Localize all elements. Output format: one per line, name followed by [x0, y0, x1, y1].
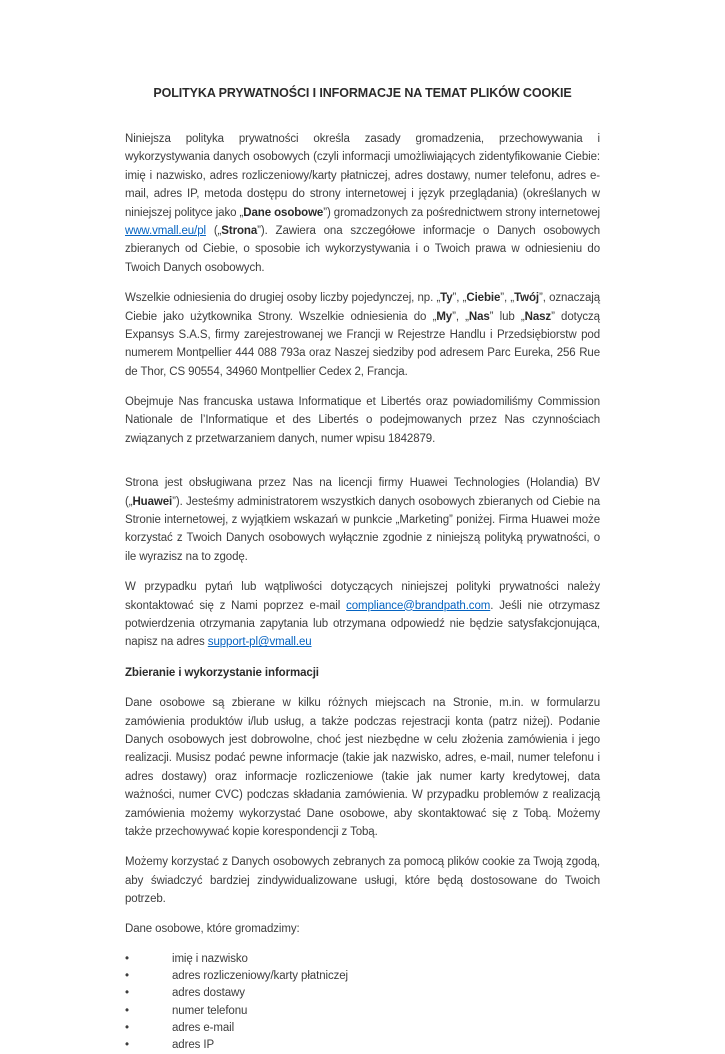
- bold-text: Ciebie: [466, 292, 501, 305]
- bold-text: My: [436, 310, 453, 323]
- link[interactable]: support-pl@vmall.eu: [207, 636, 312, 649]
- document-title: POLITYKA PRYWATNOŚCI I INFORMACJE NA TEMAT PLIKÓW COOKIE: [153, 86, 572, 100]
- list-item-text: imię i nazwisko: [172, 952, 248, 965]
- text-run: („: [205, 224, 222, 237]
- list-item-text: adres IP: [172, 1039, 215, 1052]
- list-item: [125, 1037, 600, 1054]
- paragraph: [125, 474, 600, 566]
- text-run: Możemy korzystać z Danych osobowych zebranych za pomocą plików cookie za Twoją zgodą, aby świadczyć bardziej zindywidualizowane usługi, które będą dostosowane do Twoich potrzeb.: [125, 856, 600, 906]
- text-run: Dane osobowe, które gromadzimy:: [125, 923, 300, 936]
- bullet-icon: •: [125, 1004, 129, 1017]
- bullet-icon: •: [125, 1021, 129, 1034]
- list-item: [125, 985, 600, 1002]
- text-run: Niniejsza polityka prywatności określa zasady gromadzenia, przechowywania i wykorzystywania danych osobowych (czyli informacji umożliwiających zidentyfikowanie Ciebie: imię i nazwisko, adres rozliczeniowy/karty płatniczej, adres dostawy, numer telefonu, adres e-mail, adres IP, metoda dostępu do strony internetowej i język przeglądania) (określanych w niniejszej polityce jako „: [125, 133, 600, 219]
- paragraph: [125, 920, 600, 938]
- text-run: ”). Jesteśmy administratorem wszystkich danych osobowych zbieranych od Ciebie na Stronie internetowej, z wyjątkiem wskazań w punkcie „Marketing” poniżej. Firma Huawei może korzystać z Twoich Danych osobowych wyłącznie zgodnie z niniejszą polityką prywatności, o ile wyrazisz na to zgodę.: [125, 495, 600, 563]
- text-run: Zbieranie i wykorzystanie informacji: [125, 666, 319, 679]
- text-run: ” dotyczą Expansys S.A.S, firmy zarejestrowanej we Francji w Rejestrze Handlu i Przedsiębiorstw pod numerem Montpellier 444 088 793a oraz Naszej siedziby pod adresem Parc Eureka, 256 Rue de Thor, CS 90554, 34960 Montpellier Cedex 2, Francja.: [125, 310, 600, 378]
- bold-text: Twój: [514, 292, 540, 305]
- bold-text: Ty: [440, 292, 453, 305]
- list-item-text: adres rozliczeniowy/karty płatniczej: [172, 970, 348, 983]
- bullet-list: [125, 951, 600, 1054]
- bullet-icon: •: [125, 952, 129, 965]
- text-run: ”). Zawiera ona szczegółowe informacje o Danych osobowych zbieranych od Ciebie, o sposobie ich wykorzystywania i o Twoich prawa w odniesieniu do Twoich Danych osobowych.: [125, 224, 600, 274]
- list-item: [125, 1003, 600, 1020]
- text-run: ”, „: [500, 292, 515, 305]
- text-run: Wszelkie odniesienia do drugiej osoby liczby pojedynczej, np. „: [125, 292, 441, 305]
- text-run: ”) gromadzonych za pośrednictwem strony internetowej: [323, 206, 600, 219]
- text-run: Strona jest obsługiwana przez Nas na licencji firmy Huawei Technologies (Holandia) BV („: [125, 477, 600, 508]
- document-body: [125, 130, 600, 1054]
- text-run: Obejmuje Nas francuska ustawa Informatique et Libertés oraz powiadomiliśmy Commission Nationale de l’Informatique et des Libertés o podejmowanych przez Nas czynnościach związanych z przetwarzaniem danych, numer wpisu 1842879.: [125, 396, 600, 445]
- paragraph: [125, 289, 600, 381]
- paragraph: [125, 130, 600, 277]
- bold-text: Nasz: [524, 310, 552, 323]
- list-item-text: adres e-mail: [172, 1021, 235, 1034]
- bullet-icon: •: [125, 970, 129, 983]
- bold-text: Nas: [468, 310, 490, 323]
- list-item-text: adres dostawy: [172, 987, 245, 1000]
- text-run: ”, „: [452, 310, 469, 323]
- bullet-icon: •: [125, 987, 129, 1000]
- bold-text: Huawei: [132, 495, 173, 508]
- bullet-icon: •: [125, 1039, 129, 1052]
- paragraph: [125, 393, 600, 448]
- list-item-text: numer telefonu: [172, 1004, 248, 1017]
- text-run: W przypadku pytań lub wątpliwości dotyczących niniejszej polityki prywatności należy skontaktować się z Nami poprzez e-mail: [125, 581, 600, 612]
- text-run: ” lub „: [489, 310, 525, 323]
- text-run: . Jeśli nie otrzymasz potwierdzenia otrzymania zapytania lub otrzymana odpowiedź nie będzie satysfakcjonująca, napisz na adres: [125, 599, 600, 649]
- paragraph: [125, 578, 600, 652]
- paragraph: [125, 853, 600, 908]
- paragraph: [125, 694, 600, 841]
- text-run: ”, oznaczają Ciebie jako użytkownika Strony. Wszelkie odniesienia do „: [125, 292, 600, 323]
- text-run: ”, „: [452, 292, 467, 305]
- list-item: [125, 968, 600, 985]
- text-run: Dane osobowe są zbierane w kilku różnych miejscach na Stronie, m.in. w formularzu zamówienia produktów i/lub usług, a także podczas rejestracji konta (patrz niżej). Podanie Danych osobowych jest dobrowolne, choć jest niezbędne w celu złożenia zamówienia i jego realizacji. Musisz podać pewne informacje (takie jak nazwisko, adres, e-mail, numer telefonu i adres dostawy) oraz informacje rozliczeniowe (takie jak numer karty kredytowej, data ważności, numer CVC) podczas składania zamówienia. W przypadku problemów z realizacją zamówienia możemy wykorzystać Dane osobowe, aby skontaktować się z Tobą. Możemy także przechowywać kopie korespondencji z Tobą.: [125, 697, 600, 838]
- bold-text: Strona: [221, 224, 258, 237]
- link[interactable]: www.vmall.eu/pl: [125, 224, 206, 237]
- section-heading: [125, 664, 600, 682]
- bold-text: Dane osobowe: [243, 206, 324, 219]
- list-item: [125, 951, 600, 968]
- list-item: [125, 1020, 600, 1037]
- link[interactable]: compliance@brandpath.com: [346, 599, 491, 612]
